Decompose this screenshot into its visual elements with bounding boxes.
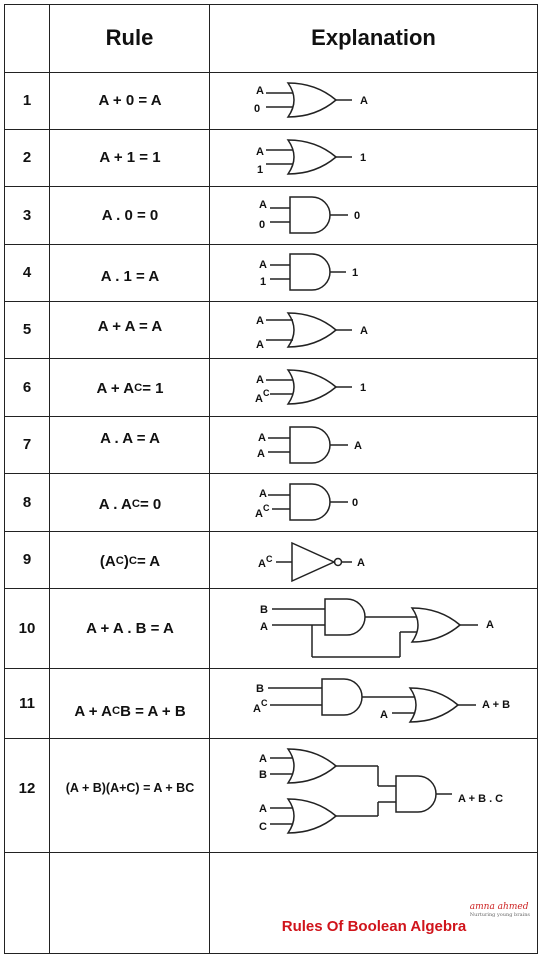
rule-expression: A + 1 = 1 [99, 149, 161, 166]
rule-expression: A . 0 = 0 [101, 206, 159, 224]
header-rule: Rule [105, 25, 154, 50]
rule-expression: A + A C B = A + B [74, 702, 186, 720]
header-explanation: Explanation [311, 25, 436, 50]
gate-input-label: A [259, 753, 267, 765]
row-number: 9 [22, 551, 32, 568]
gate-input-superscript: C [261, 698, 268, 708]
and-gate [290, 427, 330, 463]
gate-input-label: A [256, 339, 264, 351]
or-gate [288, 749, 336, 783]
row-number: 8 [22, 493, 32, 511]
rule-expression: A + A C = 1 [96, 379, 164, 397]
gate-input-label: A [259, 488, 267, 500]
rule-expression: A + A . B = A [86, 619, 174, 637]
gate-input-label: A [256, 374, 264, 386]
not-gate [292, 543, 342, 581]
logo-name: amna ahmed [469, 902, 529, 912]
gate-output-label: 1 [360, 382, 367, 394]
rule-expression: (A C ) C = A [99, 552, 161, 570]
rule-expression: A . A C = 0 [98, 495, 162, 513]
gate-input-label: A [256, 146, 264, 158]
rule-expression: A + A = A [97, 317, 163, 335]
gate-input-superscript: C [263, 388, 270, 398]
and-gate [290, 197, 330, 233]
gate-output-label: 0 [352, 497, 359, 509]
gate-input-superscript: C [263, 503, 270, 513]
gate-input-label: A [258, 558, 266, 570]
gate-input-label: A [255, 508, 263, 520]
logo-tagline: Nurturing young brains [469, 912, 530, 918]
row-number: 1 [22, 92, 32, 109]
or-gate [288, 370, 336, 404]
gate-input-label: A [259, 259, 267, 271]
row-number: 7 [22, 436, 32, 453]
gate-input-label: C [259, 821, 267, 833]
rule-expression: (A + B)(A+C) = A + BC [65, 781, 195, 795]
gate-input-label: A [259, 803, 267, 815]
and-gate [325, 599, 365, 635]
gate-output-label: 1 [352, 267, 359, 279]
gate-input-label: A [260, 621, 268, 633]
row-number: 4 [22, 264, 32, 281]
row-number: 12 [18, 779, 36, 797]
gate-input-label: A [257, 448, 265, 460]
gate-input-label: A [256, 85, 264, 97]
or-gate [412, 608, 460, 642]
rule-expression: A . 1 = A [100, 267, 160, 285]
gate-output-label: 1 [360, 152, 367, 164]
gate-input-superscript: C [266, 554, 273, 564]
or-gate [288, 313, 336, 347]
and-gate [322, 679, 362, 715]
row-number: 10 [18, 619, 36, 637]
gate-input-label: B [260, 604, 268, 616]
or-gate [288, 140, 336, 174]
and-gate [290, 254, 330, 290]
row-number: 3 [22, 206, 32, 224]
gate-output-label: 0 [354, 210, 361, 222]
or-gate [288, 799, 336, 833]
gate-input-label: 0 [254, 103, 261, 115]
gate-input-label: A [380, 709, 388, 721]
gate-output-label: A [360, 95, 368, 107]
and-gate [396, 776, 436, 812]
gate-input-label: A [255, 393, 263, 405]
gate-output-label: A [354, 440, 362, 452]
gate-input-label: A [256, 315, 264, 327]
gate-input-label: A [259, 199, 267, 211]
rule-expression: A . A = A [100, 430, 160, 447]
gate-input-label: 0 [259, 219, 266, 231]
or-gate [288, 83, 336, 117]
row-number: 2 [22, 149, 32, 166]
gate-input-label: 1 [257, 164, 264, 176]
row-number: 6 [22, 378, 32, 396]
gate-output-label: A + B [482, 699, 511, 711]
and-gate [290, 484, 330, 520]
or-gate [410, 688, 458, 722]
gate-output-label: A [357, 557, 365, 569]
gate-input-label: A [253, 703, 261, 715]
gate-output-label: A [360, 325, 368, 337]
row-number: 11 [19, 694, 35, 712]
brand-logo [470, 902, 530, 918]
footer-title: Rules Of Boolean Algebra [281, 918, 467, 935]
gate-input-label: B [259, 769, 267, 781]
gate-output-label: A + B . C [458, 793, 504, 805]
gate-input-label: A [258, 432, 266, 444]
gate-input-label: 1 [260, 276, 267, 288]
gate-input-label: B [256, 683, 264, 695]
gate-output-label: A [486, 619, 494, 631]
row-number: 5 [22, 321, 32, 338]
rule-expression: A + 0 = A [98, 92, 162, 109]
